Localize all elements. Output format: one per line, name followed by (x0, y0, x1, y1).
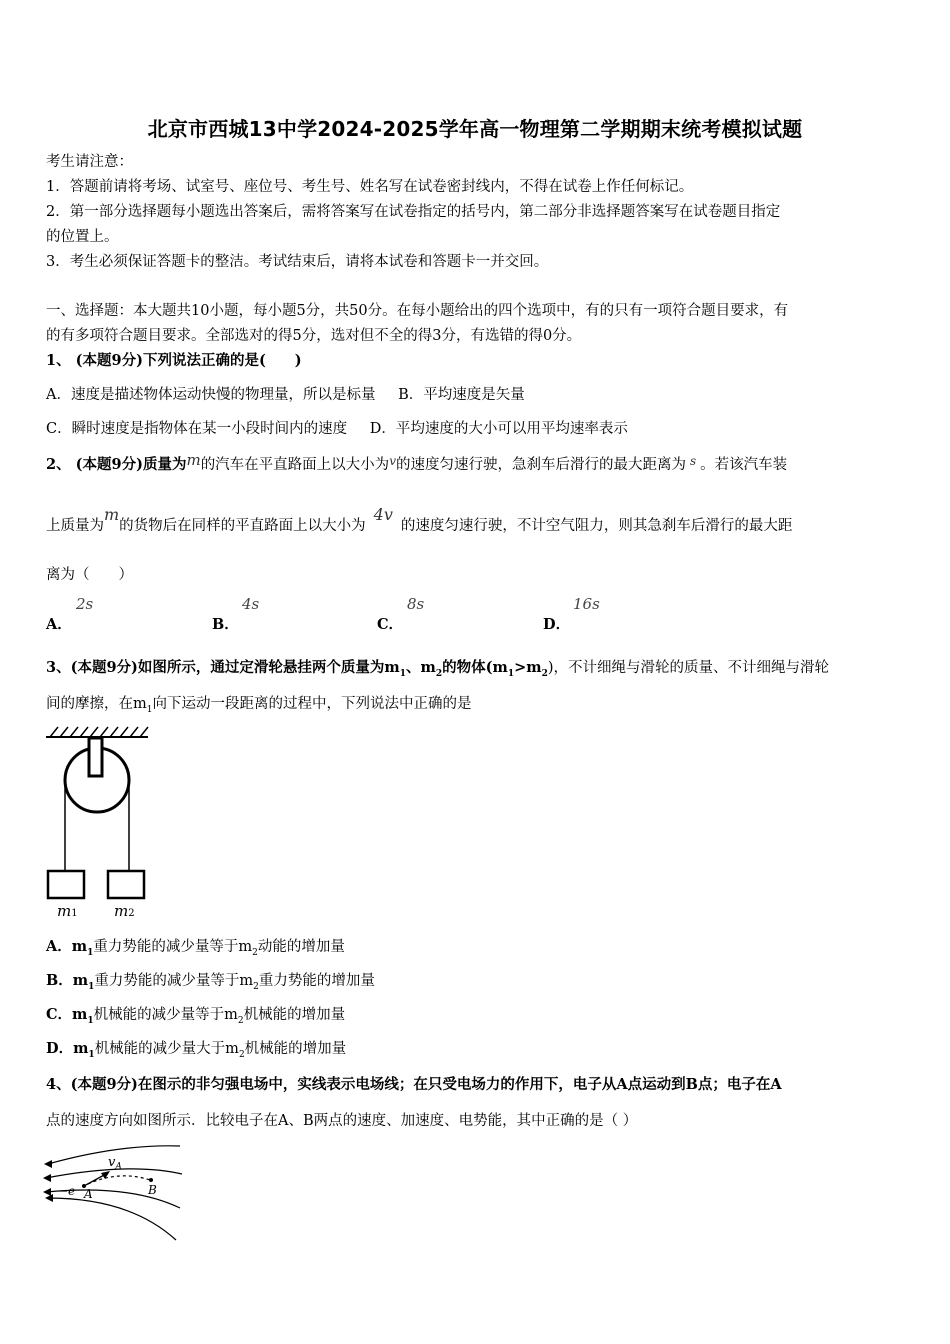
q3-option-text: 动能的增加量 (257, 939, 345, 955)
section-intro-line-1: 一、选择题：本大题共10小题，每小题5分，共50分。在每小题给出的四个选项中，有的只有一项符合题目要求，有 (46, 303, 789, 319)
q1-option-d-text: D．平均速度的大小可以用平均速率表示 (369, 421, 628, 437)
q2-text: 的货物后在同样的平直路面上以大小为 (119, 518, 366, 534)
q2-text: 的汽车在平直路面上以大小为 (200, 457, 390, 473)
q2-option-value: 4s (242, 595, 260, 613)
q3-text: >m (514, 659, 542, 676)
q3-sub: 2 (252, 947, 258, 958)
q3-sub: 2 (238, 1049, 245, 1060)
q2-var-4v: 4v (373, 505, 393, 524)
q3-option-c (46, 1006, 345, 1030)
q3-sub: 2 (237, 1015, 244, 1026)
field-line-2 (46, 1169, 182, 1178)
q3-sub: 2 (541, 668, 548, 679)
arrowhead-icon (44, 1160, 52, 1168)
q2-option-value: 8s (407, 595, 425, 613)
field-line-4 (48, 1198, 176, 1240)
notice-item-2: 2．第一部分选择题每小题选出答案后，需将答案写在试卷指定的括号内，第二部分非选择题答案写在试卷题目指定 (46, 204, 781, 220)
q3-option-a (46, 938, 345, 962)
q3-option-text: C．m (46, 1006, 88, 1023)
q3-text: )，不计细绳与滑轮的质量、不计细绳与滑轮 (547, 660, 830, 676)
arrowhead-icon (43, 1188, 51, 1196)
label-m1: m1 (57, 902, 78, 920)
q3-option-text: 机械能的增加量 (244, 1041, 347, 1057)
q3-option-text: 重力势能的减少量等于m (94, 973, 254, 989)
q1-option-a-text: A．速度是描述物体运动快慢的物理量，所以是标量 (46, 387, 376, 403)
q3-option-text: A．m (46, 938, 88, 955)
q1-option-b-text: B．平均速度是矢量 (398, 387, 525, 403)
q3-sub: 1 (399, 668, 407, 679)
q3-option-d (46, 1040, 346, 1064)
q2-option-label: D． (543, 616, 571, 633)
q3-option-text: 机械能的减少量等于m (93, 1007, 238, 1023)
q2-var-v: v (389, 454, 396, 468)
page-title: 北京市西城13中学2024-2025学年高一物理第二学期期末统考模拟试题 (147, 117, 803, 141)
q1-stem: 1、 (本题9分)下列说法正确的是( ) (46, 352, 302, 369)
q3-option-b (46, 972, 375, 996)
q2-stem-line-3: 离为（ ） (46, 567, 133, 583)
label-point-b: B (148, 1183, 157, 1197)
q3-text: 的物体(m (442, 659, 508, 676)
q1-option-c-text: C．瞬时速度是指物体在某一小段时间内的速度 (46, 421, 348, 437)
q3-sub: 1 (146, 704, 153, 715)
q3-stem-line-1 (46, 659, 829, 683)
q1-option-c (46, 420, 628, 438)
arrowhead-icon (45, 1194, 53, 1202)
q3-text: 向下运动一段距离的过程中，下列说法中正确的是 (152, 696, 472, 712)
q2-option-label: A． (46, 616, 72, 633)
q3-option-text: 机械能的减少量大于m (94, 1041, 239, 1057)
pulley-figure (44, 725, 154, 920)
q3-option-text: B．m (46, 972, 89, 989)
electric-field-figure (40, 1140, 190, 1245)
q3-sub: 1 (507, 668, 515, 679)
q3-text: 、m (406, 659, 436, 676)
ceiling-hatching (50, 727, 148, 737)
label-m2: m2 (114, 902, 135, 920)
arrowhead-icon (43, 1174, 51, 1182)
q3-stem-line-2 (46, 695, 471, 719)
q3-sub: 2 (253, 981, 259, 992)
q4-stem-line-2: 点的速度方向如图所示．比较电子在A、B两点的速度、加速度、电势能，其中正确的是（ ） (46, 1113, 638, 1129)
notice-item-3: 3．考生必须保证答题卡的整洁。考试结束后，请将本试卷和答题卡一并交回。 (46, 254, 549, 270)
q2-option-label: C． (377, 616, 404, 633)
label-va: $v_A$ (108, 1155, 122, 1172)
q3-text: 3、(本题9分)如图所示，通过定滑轮悬挂两个质量为m (46, 659, 400, 676)
q2-text: 的速度匀速行驶，急刹车后滑行的最大距离为 (395, 457, 686, 473)
q2-text: 的速度匀速行驶，不计空气阻力，则其急刹车后滑行的最大距 (400, 518, 793, 534)
q4-stem-line-1: 4、(本题9分)在图示的非匀强电场中，实线表示电场线；在只受电场力的作用下，电子从A点运动到B点；电子在A (46, 1076, 782, 1093)
q3-sub: 1 (87, 1015, 94, 1026)
notice-item-2-cont: 的位置上。 (46, 229, 119, 245)
q2-stem-line-2 (46, 505, 793, 535)
q1-option-a (46, 386, 525, 404)
q2-option-value: 2s (76, 595, 94, 613)
section-intro-line-2: 的有多项符合题目要求。全部选对的得5分，选对但不全的得3分，有选错的得0分。 (46, 328, 582, 344)
q3-text: 间的摩擦，在m (46, 696, 147, 712)
q2-text: 2、 (本题9分)质量为 (46, 456, 187, 473)
q2-text: 。若该汽车装 (700, 457, 788, 473)
q3-sub: 1 (87, 947, 94, 958)
q2-var-m: m (186, 451, 201, 469)
trajectory-path (88, 1176, 150, 1184)
q3-sub: 1 (88, 1049, 95, 1060)
q3-option-text: 重力势能的减少量等于m (93, 939, 253, 955)
q3-option-text: D．m (46, 1040, 89, 1057)
velocity-vector (84, 1174, 106, 1186)
q2-var-s: s (689, 454, 697, 468)
q2-option-label: B． (212, 616, 239, 633)
q2-var-m2: m (104, 505, 120, 524)
q2-stem-line-1 (46, 451, 788, 474)
q2-option-value: 16s (573, 595, 600, 613)
label-electron: −e (58, 1184, 76, 1198)
q3-sub: 1 (88, 981, 95, 992)
q3-option-text: 机械能的增加量 (243, 1007, 346, 1023)
notice-item-1: 1．答题前请将考场、试室号、座位号、考生号、姓名写在试卷密封线内，不得在试卷上作任何标记。 (46, 179, 694, 195)
pulley-axle-bracket (89, 738, 102, 776)
q3-option-text: 重力势能的增加量 (258, 973, 375, 989)
block-m1 (48, 871, 84, 898)
point-b-dot (149, 1178, 153, 1182)
block-m2 (108, 871, 144, 898)
notice-heading: 考生请注意： (46, 154, 133, 170)
label-point-a: A (84, 1187, 93, 1201)
q3-sub: 2 (435, 668, 443, 679)
q2-text: 上质量为 (46, 518, 104, 534)
